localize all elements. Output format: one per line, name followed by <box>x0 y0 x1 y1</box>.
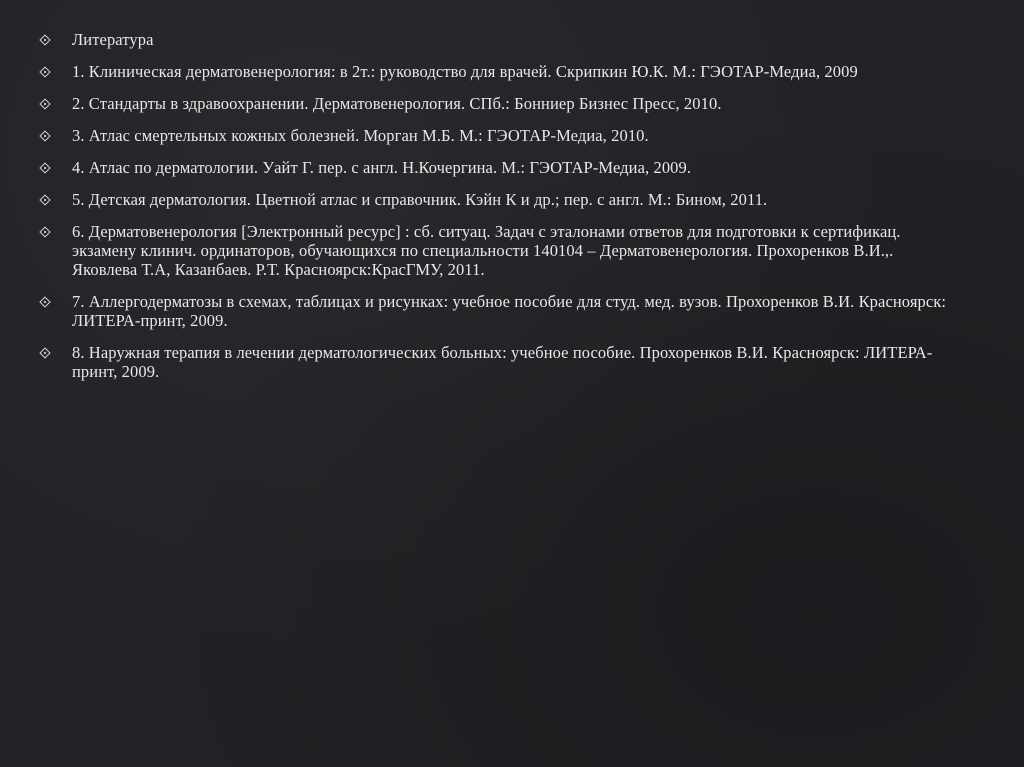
reference-text: 8. Наружная терапия в лечении дерматологических больных: учебное пособие. Прохоренков В.И. Красноярск: ЛИТЕРА-принт, 2009. <box>72 343 933 381</box>
reference-text: 4. Атлас по дерматологии. Уайт Г. пер. с англ. Н.Кочергина. М.: ГЭОТАР-Медиа, 2009. <box>72 158 692 177</box>
section-title: Литература <box>72 30 154 49</box>
reference-text: 2. Стандарты в здравоохранении. Дерматовенерология. СПб.: Бонниер Бизнес Пресс, 2010. <box>72 94 722 113</box>
bibliography-list <box>40 30 984 381</box>
diamond-bullet-icon <box>39 66 50 77</box>
list-item <box>40 62 984 81</box>
reference-text: 6. Дерматовенерология [Электронный ресурс] : сб. ситуац. Задач с эталонами ответов для подготовки к сертификац. экзамену клинич. ординаторов, обучающихся по специальности 140104 – Дерматовенерология. Прохоренков В.И.,. Яковлева Т.А, Казанбаев. Р.Т. Красноярск:КрасГМУ, 2011. <box>72 222 901 279</box>
diamond-bullet-icon <box>39 226 50 237</box>
bullet-icon-wrap <box>40 190 72 209</box>
bullet-icon-wrap <box>40 292 72 311</box>
list-item <box>40 158 984 177</box>
diamond-bullet-icon <box>39 162 50 173</box>
diamond-bullet-icon <box>39 98 50 109</box>
bullet-icon-wrap <box>40 222 72 241</box>
reference-text: 3. Атлас смертельных кожных болезней. Морган М.Б. М.: ГЭОТАР-Медиа, 2010. <box>72 126 649 145</box>
bullet-icon-wrap <box>40 62 72 81</box>
reference-text: 5. Детская дерматология. Цветной атлас и справочник. Кэйн К и др.; пер. с англ. М.: Бином, 2011. <box>72 190 768 209</box>
list-title <box>40 30 984 49</box>
list-item <box>40 343 984 381</box>
list-item <box>40 190 984 209</box>
list-item <box>40 126 984 145</box>
reference-text: 7. Аллергодерматозы в схемах, таблицах и рисунках: учебное пособие для студ. мед. вузов. Прохоренков В.И. Красноярск: ЛИТЕРА-принт, 2009. <box>72 292 947 330</box>
diamond-bullet-icon <box>39 34 50 45</box>
bullet-icon-wrap <box>40 94 72 113</box>
bullet-icon-wrap <box>40 126 72 145</box>
diamond-bullet-icon <box>39 347 50 358</box>
list-item <box>40 222 984 279</box>
list-item <box>40 94 984 113</box>
bullet-icon-wrap <box>40 30 72 49</box>
bullet-icon-wrap <box>40 158 72 177</box>
bullet-icon-wrap <box>40 343 72 362</box>
diamond-bullet-icon <box>39 130 50 141</box>
list-item <box>40 292 984 330</box>
diamond-bullet-icon <box>39 194 50 205</box>
reference-text: 1. Клиническая дерматовенерология: в 2т.: руководство для врачей. Скрипкин Ю.К. М.: ГЭОТАР-Медиа, 2009 <box>72 62 858 81</box>
diamond-bullet-icon <box>39 296 50 307</box>
